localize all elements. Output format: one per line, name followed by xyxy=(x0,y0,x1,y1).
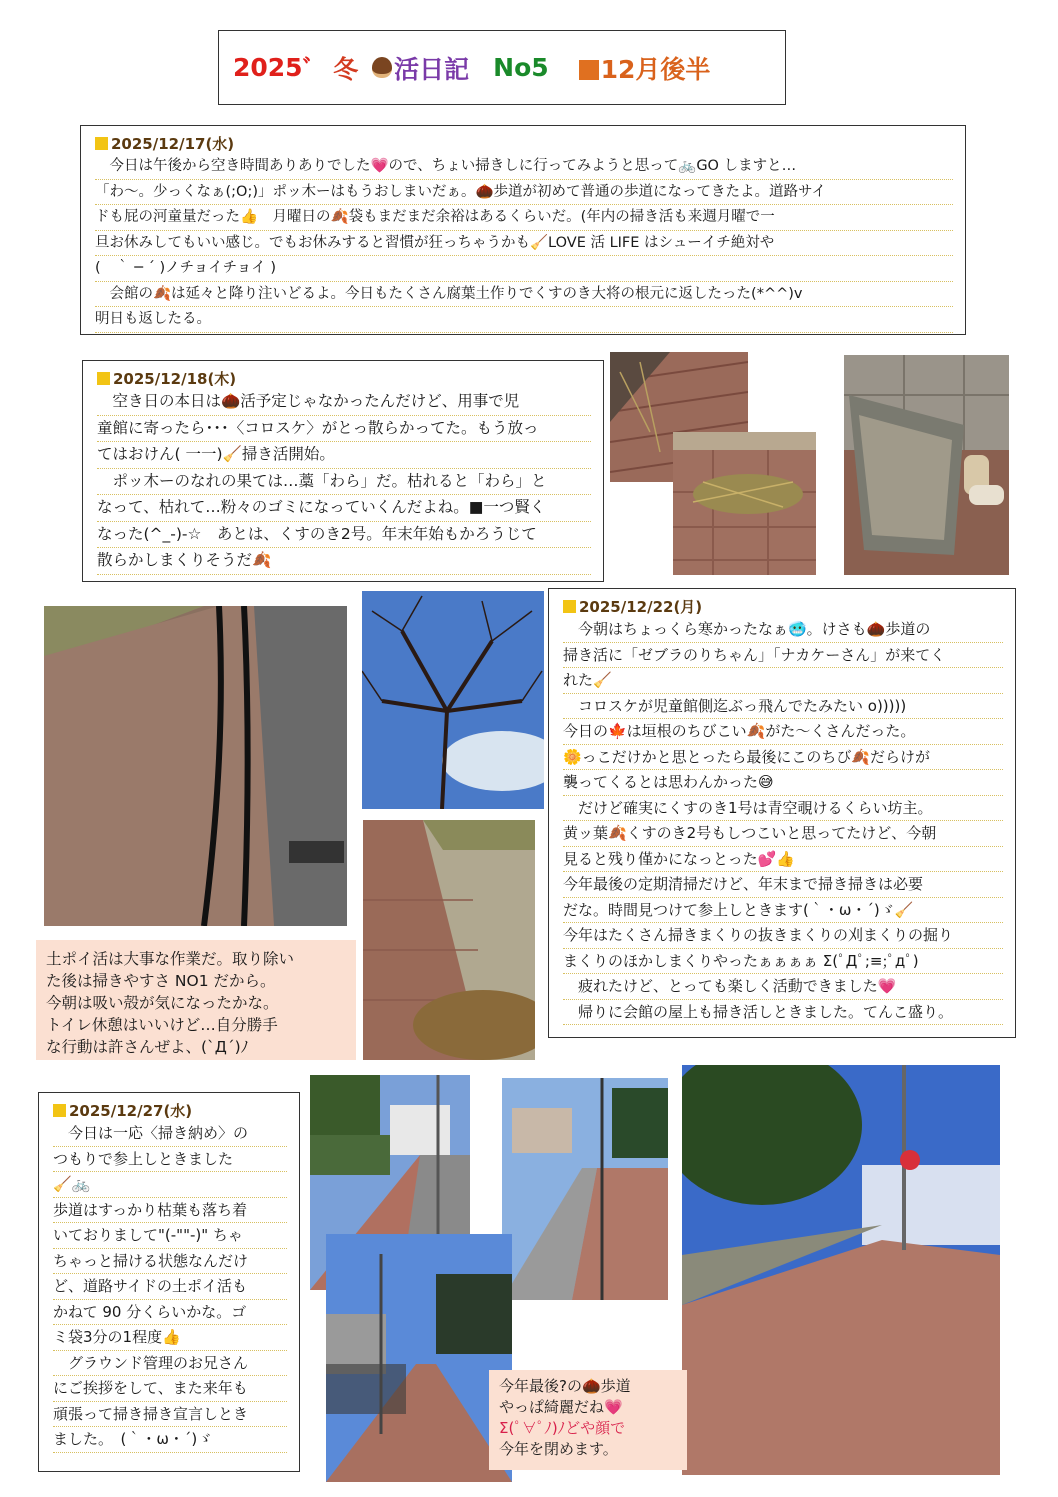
square-icon xyxy=(97,372,110,385)
title-month: 12月後半 xyxy=(579,50,711,86)
entry-text: 今日は一応〈掃き納め〉の つもりで参上しときました 🧹🚲 歩道はすっかり枯葉も落ち着 いておりまして"(-""-)" ちゃ ちゃっと掃ける状態なんだけ ど、道路サイドの土ポイ活も かねて 90 分くらいかな。ゴ ミ袋3分の1程度👍 グラウンド管理のお兄さん にご挨拶をして、また来年も 頑張って掃き掃き宣言しとき ました。 (｀・ω・´)ゞ xyxy=(53,1121,287,1453)
note-year-end: 今年最後?の🌰歩道 やっぱ綺麗だね💗 Σ(ﾟ∀ﾟﾉ)ﾉどや顔で 今年を閉めます。 xyxy=(489,1370,687,1470)
square-icon xyxy=(95,137,108,150)
entry-1222 xyxy=(548,588,1016,1038)
entry-1227 xyxy=(38,1092,300,1472)
title-year: 2025 xyxy=(233,53,303,82)
page-title: 2025 ﾞ 冬 活日記 No5 12月後半 xyxy=(218,30,786,105)
square-icon xyxy=(53,1104,66,1117)
entry-1218 xyxy=(82,360,604,582)
title-katsu: 活日記 xyxy=(394,54,470,84)
photo-clean-sidewalk xyxy=(682,1065,1000,1475)
entry-date: 2025/12/22(月) xyxy=(563,597,1003,617)
entry-text: 今日は午後から空き時間ありありでした💗ので、ちょい掃きしに行ってみようと思って🚲GO しますと… 「わ～。少っくなぁ(;O;)」ポッ木ーはもうおしまいだぁ。🌰歩道が初めて普通の歩道になってきたよ。道路サイ ドも屁の河童量だった👍 月曜日の🍂袋もまだまだ余裕はあるくらいだ。(年内の掃き活も来週月曜で一 旦お休みしてもいい感じ。でもお休みすると習慣が狂っちゃうかも🧹LOVE 活 LIFE はシューイチ絶対や ( ｀ ─ ´ )ノチョイチョイ ) 会館の🍂は延々と降り注いどるよ。今日もたくさん腐葉土作りでくすのき大将の根元に返したった(*^^)v 明日も返したる。 xyxy=(95,154,953,333)
chestnut-icon xyxy=(372,57,392,78)
square-icon xyxy=(579,60,599,80)
photo-bare-tree-sky xyxy=(362,591,544,809)
photo-street-view-2 xyxy=(502,1078,668,1300)
entry-text: 空き日の本日は🌰活予定じゃなかったんだけど、用事で児 童館に寄ったら･･･〈コロスケ〉がとっ散らかってた。もう放っ てはおけん( 一一)🧹掃き活開始。 ポッ木ーのなれの果ては…藁「わら」だ。枯れると「わら」と なって、枯れて…粉々のゴミになっていくんだよね。■一つ賢く なった(^_-)-☆ あとは、くすのき2号。年末年始もかろうじて 散らかしまくりそうだ🍂 xyxy=(97,389,591,575)
photo-leaves-by-wall xyxy=(363,820,535,1060)
title-season: 冬 xyxy=(333,54,359,84)
photo-railing-sidewalk xyxy=(44,606,347,926)
entry-text: 今朝はちょっくら寒かったなぁ🥶。けさも🌰歩道の 掃き活に「ゼブラのりちゃん」「ナカケーさん」が来てく れた🧹 コロスケが児童館側迄ぶっ飛んでたみたい o))))) 今日の🍁は垣根のちびこい🍂がた～くさんだった。 🌼っこだけかと思とったら最後にこのちび🍂だらけが 襲ってくるとは思わんかった😅 だけど確実にくすのき1号は青空覗けるくらい坊主。 黄ッ葉🍂くすのき2号もしつこいと思ってたけど、今朝 見ると残り僅かになっとった💕👍 今年最後の定期清掃だけど、年末まで掃き掃きは必要 だな。時間見つけて参上しときます(｀・ω・´)ゞ🧹 今年はたくさん掃きまくりの抜きまくりの刈まくりの掘り まくりのほかしまくりやったぁぁぁぁ Σ(ﾟДﾟ;≡;ﾟдﾟ) 疲れたけど、とっても楽しく活動できました💗 帰りに会館の屋上も掃き活しときました。てんこ盛り。 xyxy=(563,617,1003,1025)
photo-dustpan xyxy=(844,355,1009,575)
title-number: No5 xyxy=(493,53,549,82)
note-soil-removal: 土ポイ活は大事な作業だ。取り除い た後は掃きやすさ NO1 だから。 今朝は吸い殻が気になったかな。 トイレ休憩はいいけど…自分勝手 な行動は許さんぜよ、(`Д´)ﾉ xyxy=(36,940,356,1060)
entry-1217 xyxy=(80,125,966,335)
entry-date: 2025/12/17(水) xyxy=(95,134,953,154)
photo-street-view-3 xyxy=(326,1234,512,1482)
entry-date: 2025/12/18(木) xyxy=(97,369,591,389)
entry-date: 2025/12/27(水) xyxy=(53,1101,287,1121)
photo-straw-pile xyxy=(673,432,816,575)
square-icon xyxy=(563,600,576,613)
